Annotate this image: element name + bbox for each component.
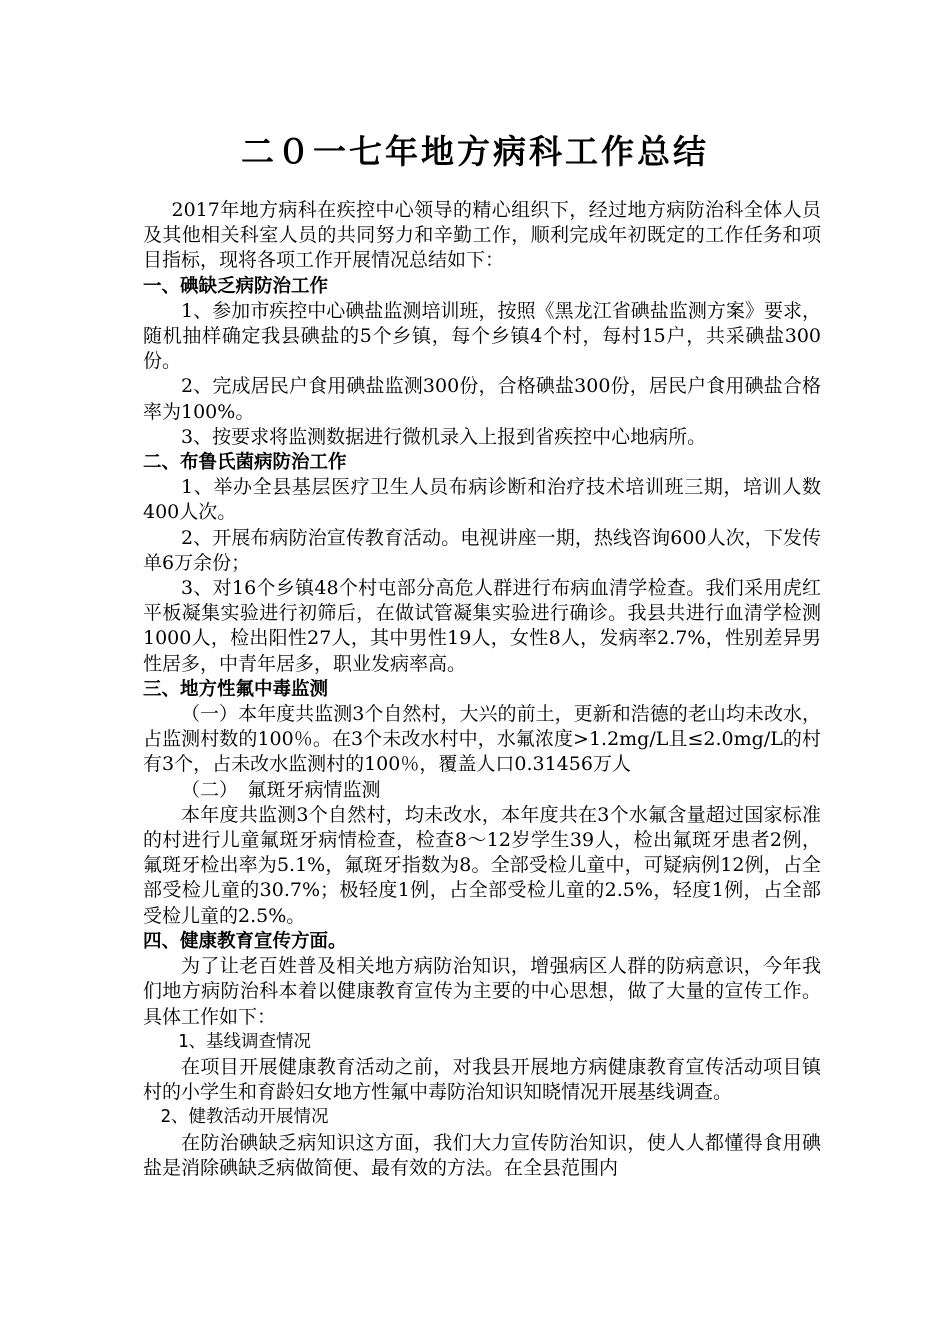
section-heading-iodine: 一、碘缺乏病防治工作 — [143, 275, 329, 297]
section-heading-fluorosis: 三、地方性氟中毒监测 — [143, 678, 329, 700]
paragraph: 3、对16个乡镇48个村屯部分高危人群进行布病血清学检查。我们采用虎红平板凝集实验进行初筛后，在做试管凝集实验进行确诊。我县共进行血清学检测1000人，检出阳性27人，其中男性19人，女性8人，发病率2.7%，性别差异男性居多，中青年居多，职业发病率高。 — [143, 577, 821, 675]
intro-paragraph: 2017年地方病科在疾控中心领导的精心组织下，经过地方病防治科全体人员及其他相关科室人员的共同努力和辛勤工作，顺利完成年初既定的工作任务和项目指标，现将各项工作开展情况总结如下： — [143, 199, 821, 272]
document-body — [143, 198, 821, 1181]
paragraph: （一）本年度共监测3个自然村，大兴的前土，更新和浩德的老山均未改水，占监测村数的100％。在3个未改水村中，水氟浓度>1.2mg/L且≤2.0mg/L的村有3个，占未改水监测村的100％，覆盖人口0.31456万人 — [143, 703, 821, 776]
subheading-baseline-survey: 1、基线调查情况 — [178, 1031, 312, 1052]
paragraph: 2、完成居民户食用碘盐监测300份，合格碘盐300份，居民户食用碘盐合格率为100%。 — [143, 375, 821, 423]
document-title: 二０一七年地方病科工作总结 — [241, 132, 709, 171]
paragraph: 在项目开展健康教育活动之前，对我县开展地方病健康教育宣传活动项目镇村的小学生和育龄妇女地方性氟中毒防治知识知晓情况开展基线调查。 — [143, 1055, 821, 1104]
subheading-education-activities: 2、健教活动开展情况 — [160, 1107, 329, 1128]
paragraph: 本年度共监测3个自然村，均未改水，本年度共在3个水氟含量超过国家标准的村进行儿童氟斑牙病情检查，检查8～12岁学生39人，检出氟斑牙患者2例，氟斑牙检出率为5.1%，氟斑牙指数为8。全部受检儿童中，可疑病例12例，占全部受检儿童的30.7%；极轻度1例，占全部受检儿童的2.5%，轻度1例，占全部受检儿童的2.5%。 — [143, 803, 821, 927]
subheading-dental-fluorosis: （二） 氟斑牙病情监测 — [181, 778, 381, 801]
paragraph: 3、按要求将监测数据进行微机录入上报到省疾控中心地病所。 — [181, 425, 707, 448]
paragraph: 1、举办全县基层医疗卫生人员布病诊断和治疗技术培训班三期，培训人数400人次。 — [143, 476, 821, 524]
paragraph: 2、开展布病防治宣传教育活动。电视讲座一期，热线咨询600人次，下发传单6万余份； — [143, 526, 821, 574]
paragraph: 在防治碘缺乏病知识这方面，我们大力宣传防治知识，使人人都懂得食用碘盐是消除碘缺乏病做简便、最有效的方法。在全县范围内 — [143, 1131, 821, 1179]
paragraph: 1、参加市疾控中心碘盐监测培训班，按照《黑龙江省碘盐监测方案》要求，随机抽样确定我县碘盐的5个乡镇，每个乡镇4个村，每村15户，共采碘盐300份。 — [143, 299, 821, 373]
section-heading-health-education: 四、健康教育宣传方面。 — [143, 930, 347, 952]
section-heading-brucellosis: 二、布鲁氏菌病防治工作 — [143, 452, 347, 474]
paragraph: 为了让老百姓普及相关地方病防治知识，增强病区人群的防病意识，今年我们地方病防治科本着以健康教育宣传为主要的中心思想，做了大量的宣传工作。具体工作如下： — [143, 955, 821, 1028]
